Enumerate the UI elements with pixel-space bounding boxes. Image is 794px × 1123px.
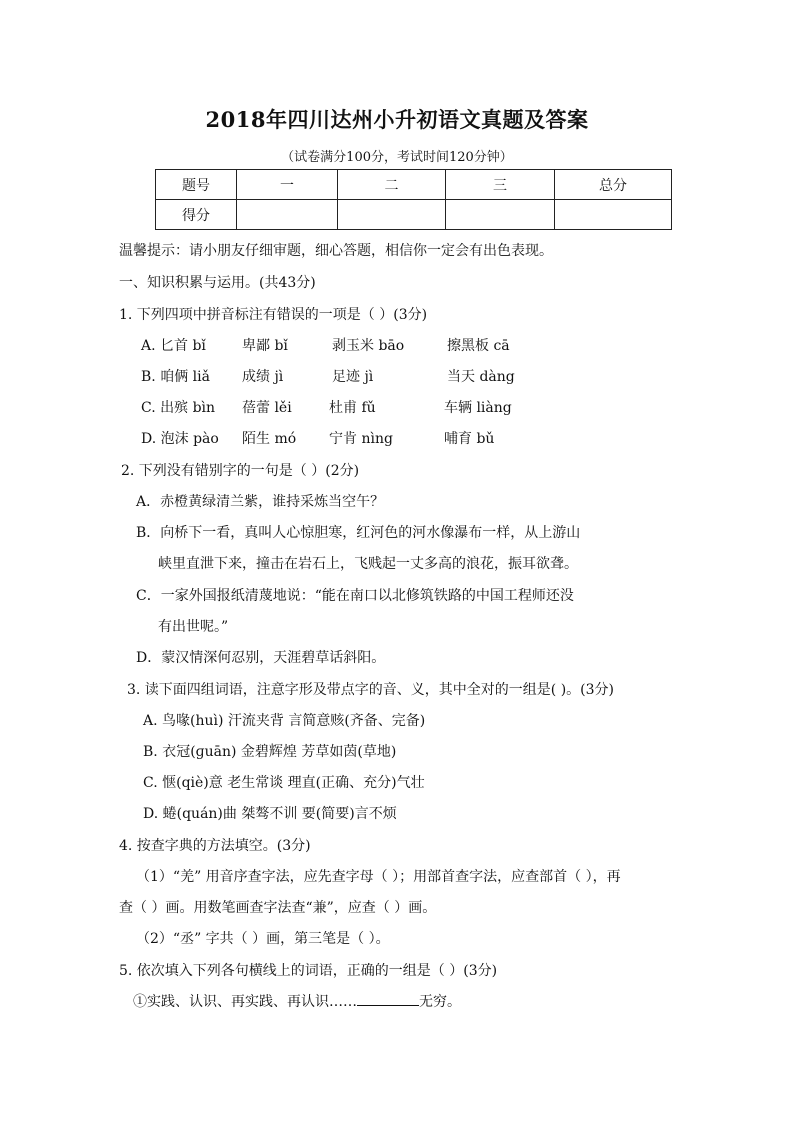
q1-option: 陌生 mó xyxy=(242,431,297,447)
section-heading: 一、知识积累与运用。(共43分) xyxy=(119,275,316,291)
q4-part-1: （1）“羌” 用音序查字法，应先查字母（ ）；用部首查字法，应查部首（ ），再 xyxy=(136,869,621,885)
q2-option-b-cont: 峡里直泄下来，撞击在岩石上，飞贱起一丈多高的浪花，振耳欲聋。 xyxy=(158,556,578,572)
score-table-score-row xyxy=(156,200,672,230)
q1-option: 哺育 bǔ xyxy=(444,431,495,447)
answer-blank[interactable] xyxy=(357,991,419,1006)
question-4-stem: 4. 按查字典的方法填空。(3分) xyxy=(119,838,311,854)
q1-option: 宁肯 nìng xyxy=(329,431,393,447)
score-cell[interactable] xyxy=(237,200,338,230)
score-cell[interactable] xyxy=(446,200,555,230)
question-1-stem: 1. 下列四项中拼音标注有错误的一项是（ ）(3分) xyxy=(119,307,428,323)
q1-option: 足迹 jì xyxy=(332,369,374,385)
q5-sentence-1-text: ①实践、认识、再实践、再认识…… xyxy=(133,994,357,1010)
question-2-stem: 2. 下列没有错别字的一句是（ ）(2分) xyxy=(121,463,360,479)
header-cell: 一 xyxy=(237,170,338,200)
q1-option: 擦黑板 cā xyxy=(447,338,510,354)
q3-option-a: A. 鸟喙(huì) 汗流夹背 言简意赅(齐备、完备) xyxy=(143,713,426,729)
q1-option: C. 出殡 bìn xyxy=(141,400,216,416)
q3-option-d: D. 蜷(quán)曲 桀骜不训 要(简要)言不烦 xyxy=(143,806,397,822)
q2-option-c-cont: 有出世呢。” xyxy=(158,619,229,635)
q1-option: 成绩 jì xyxy=(242,369,284,385)
header-cell: 题号 xyxy=(156,170,237,200)
q2-option-c: C．一家外国报纸清蔑地说：“能在南口以北修筑铁路的中国工程师还没 xyxy=(136,588,574,604)
q4-part-1-cont: 查（ ）画。用数笔画查字法查“兼”，应查（ ）画。 xyxy=(119,900,437,916)
score-row-label: 得分 xyxy=(156,200,237,230)
score-table xyxy=(155,169,672,230)
q5-sentence-1 xyxy=(133,991,461,1011)
q1-option: D. 泡沫 pào xyxy=(141,431,219,447)
q1-option: 当天 dàng xyxy=(447,369,515,385)
q2-option-b: B．向桥下一看，真叫人心惊胆寒，红河色的河水像瀑布一样，从上游山 xyxy=(136,525,581,541)
score-cell[interactable] xyxy=(555,200,672,230)
q1-option: B. 咱俩 liǎ xyxy=(141,369,210,385)
q1-option: 卑鄙 bǐ xyxy=(242,338,288,354)
score-cell[interactable] xyxy=(338,200,446,230)
header-cell: 二 xyxy=(338,170,446,200)
question-5-stem: 5. 依次填入下列各句横线上的词语，正确的一组是（ ）(3分) xyxy=(119,963,498,979)
q1-option: 剥玉米 bāo xyxy=(332,338,405,354)
q3-option-b: B. 衣冠(ɡuān) 金碧辉煌 芳草如茵(草地) xyxy=(143,744,397,760)
header-cell: 三 xyxy=(446,170,555,200)
q2-option-d: D．蒙汉情深何忍别，天涯碧草话斜阳。 xyxy=(136,650,386,666)
q4-part-2: （2）“丞” 字共（ ）画，第三笔是（ ）。 xyxy=(136,931,390,947)
score-table-header-row xyxy=(156,170,672,200)
q3-option-c: C. 惬(qiè)意 老生常谈 理直(正确、充分)气壮 xyxy=(143,775,425,791)
question-3-stem: 3. 读下面四组词语，注意字形及带点字的音、义，其中全对的一组是( )。(3分) xyxy=(127,682,615,698)
q1-option: 车辆 liàng xyxy=(444,400,512,416)
q2-option-a: A．赤橙黄绿清兰紫，谁持采炼当空午？ xyxy=(136,494,385,510)
q1-option: A. 匕首 bǐ xyxy=(141,338,206,354)
page-title: 2018年四川达州小升初语文真题及答案 xyxy=(205,107,589,132)
tip: 温馨提示：请小朋友仔细审题，细心答题，相信你一定会有出色表现。 xyxy=(119,243,553,259)
q1-option: 杜甫 fǔ xyxy=(329,400,376,416)
exam-info: （试卷满分100分，考试时间120分钟） xyxy=(281,150,513,165)
q5-sentence-1-end: 无穷。 xyxy=(419,994,461,1010)
header-cell: 总分 xyxy=(555,170,672,200)
q1-option: 蓓蕾 lěi xyxy=(242,400,292,416)
